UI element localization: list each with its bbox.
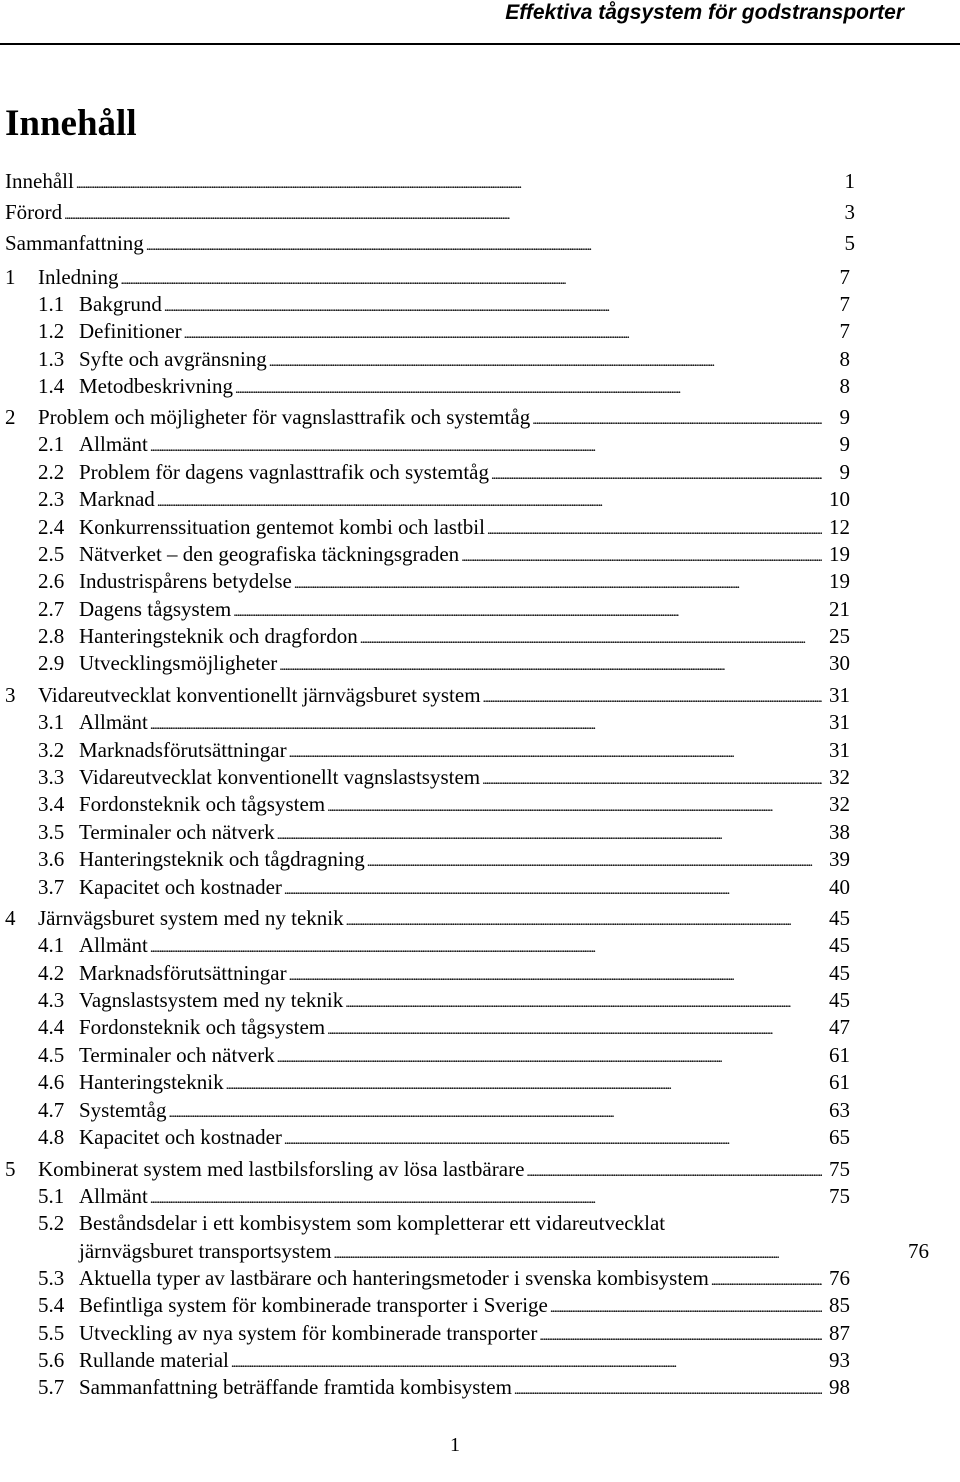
toc-dot-leader (526, 1156, 822, 1186)
toc-entry-page: 45 (829, 933, 850, 957)
header-rule (0, 43, 960, 45)
toc-entry[interactable] (0, 932, 850, 959)
toc-entry-title: Allmänt (79, 432, 148, 456)
toc-entry[interactable] (0, 1238, 929, 1265)
toc-entry-number: 5.5 (38, 1321, 65, 1345)
toc-entry-page: 87 (829, 1321, 850, 1345)
toc-entry-number: 2.6 (38, 569, 65, 593)
toc-entry-title: Aktuella typer av lastbärare och hanteringsmetoder i svenska kombisystem (79, 1266, 709, 1290)
toc-entry-page: 61 (829, 1070, 850, 1094)
toc-entry-number: 2 (5, 405, 16, 429)
toc-entry-number: 5 (5, 1157, 16, 1181)
toc-dot-leader (235, 373, 822, 403)
toc-entry-title: Bakgrund (79, 292, 162, 316)
toc-entry-page: 45 (829, 988, 850, 1012)
toc-entry-page: 19 (829, 569, 850, 593)
toc-entry-page: 38 (829, 820, 850, 844)
toc-dot-leader (289, 960, 822, 990)
toc-entry-title: Marknad (79, 487, 155, 511)
toc-dot-leader (277, 1042, 822, 1072)
toc-entry-title: Beståndsdelar i ett kombisystem som kompletterar ett vidareutvecklat (79, 1211, 666, 1235)
toc-entry-title: Hanteringsteknik och dragfordon (79, 624, 358, 648)
toc-entry-page: 39 (829, 847, 850, 871)
toc-entry[interactable] (0, 1097, 850, 1124)
toc-entry-number: 4.2 (38, 961, 65, 985)
toc-entry[interactable] (0, 168, 855, 195)
toc-entry[interactable] (0, 874, 850, 901)
toc-entry[interactable] (0, 199, 855, 226)
toc-entry-number: 1.2 (38, 319, 65, 343)
toc-entry[interactable] (0, 404, 850, 431)
toc-dot-leader (150, 709, 822, 739)
toc-dot-leader (226, 1069, 822, 1099)
toc-entry-title: Terminaler och nätverk (79, 820, 275, 844)
toc-entry-title: Kapacitet och kostnader (79, 1125, 282, 1149)
toc-dot-leader (483, 682, 822, 712)
toc-entry[interactable] (0, 905, 850, 932)
toc-entry-page: 1 (844, 169, 855, 193)
toc-dot-leader (150, 932, 822, 962)
toc-dot-leader (711, 1265, 822, 1295)
toc-entry[interactable] (0, 1265, 850, 1292)
toc-entry-number: 5.2 (38, 1211, 65, 1235)
toc-dot-leader (231, 1347, 822, 1377)
toc-entry-page: 76 (829, 1266, 850, 1290)
toc-entry-title: Problem och möjligheter för vagnslasttrafik och systemtåg (38, 405, 531, 429)
toc-entry[interactable] (0, 318, 850, 345)
toc-dot-leader (64, 199, 827, 229)
toc-entry-title: Kombinerat system med lastbilsforsling av lösa lastbärare (38, 1157, 525, 1181)
toc-dot-leader (164, 291, 822, 321)
toc-entry-title: Konkurrenssituation gentemot kombi och lastbil (79, 515, 485, 539)
toc-entry-page: 7 (839, 292, 850, 316)
toc-entry-number: 4.4 (38, 1015, 65, 1039)
toc-entry-title: Marknadsförutsättningar (79, 738, 287, 762)
toc-entry-title: Järnvägsburet system med ny teknik (38, 906, 344, 930)
toc-entry-number: 4.7 (38, 1098, 65, 1122)
toc-entry-title: Inledning (38, 265, 119, 289)
toc-entry-title: Hanteringsteknik och tågdragning (79, 847, 365, 871)
toc-entry-number: 4.6 (38, 1070, 65, 1094)
running-header: Effektiva tågsystem för godstransporter (505, 1, 904, 24)
toc-entry-title: Allmänt (79, 933, 148, 957)
toc-dot-leader (367, 846, 822, 876)
toc-entry-number: 2.3 (38, 487, 65, 511)
toc-entry-title: Dagens tågsystem (79, 597, 232, 621)
toc-entry[interactable] (0, 1014, 850, 1041)
toc-entry[interactable] (0, 1124, 850, 1151)
toc-entry-title: järnvägsburet transportsystem (79, 1239, 332, 1263)
toc-entry-title: Befintliga system för kombinerade transporter i Sverige (79, 1293, 548, 1317)
toc-entry-number: 5.7 (38, 1375, 65, 1399)
toc-dot-leader (327, 791, 822, 821)
toc-entry[interactable] (0, 1292, 850, 1319)
toc-entry[interactable] (0, 514, 850, 541)
toc-entry-number: 2.7 (38, 597, 65, 621)
toc-entry-number: 2.2 (38, 460, 65, 484)
toc-entry-page: 9 (839, 405, 850, 429)
toc-entry[interactable] (0, 1042, 850, 1069)
toc-dot-leader (233, 596, 822, 626)
toc-dot-leader (169, 1097, 823, 1127)
toc-entry[interactable] (0, 541, 850, 568)
toc-dot-leader (289, 737, 822, 767)
toc-entry-title: Förord (5, 200, 63, 224)
toc-entry-title: Sammanfattning beträffande framtida kombisystem (79, 1375, 512, 1399)
toc-entry-number: 3.2 (38, 738, 65, 762)
toc-entry[interactable] (0, 819, 850, 846)
toc-entry[interactable] (0, 846, 850, 873)
toc-dot-leader (277, 819, 822, 849)
toc-entry-number: 5.4 (38, 1293, 65, 1317)
toc-entry[interactable] (0, 1320, 850, 1347)
toc-entry-title: Industrispårens betydelse (79, 569, 292, 593)
toc-entry-page: 3 (844, 200, 855, 224)
toc-dot-leader (150, 1183, 822, 1213)
toc-entry-page: 45 (829, 961, 850, 985)
toc-entry[interactable] (0, 650, 850, 677)
toc-entry-title: Fordonsteknik och tågsystem (79, 792, 326, 816)
toc-entry-number: 5.1 (38, 1184, 65, 1208)
toc-entry-title: Kapacitet och kostnader (79, 875, 282, 899)
toc-entry-title: Innehåll (5, 169, 74, 193)
toc-entry-page: 40 (829, 875, 850, 899)
toc-entry-page: 93 (829, 1348, 850, 1372)
toc-entry-number: 2.1 (38, 432, 65, 456)
toc-dot-leader (461, 541, 822, 571)
toc-entry-title: Syfte och avgränsning (79, 347, 267, 371)
toc-entry-page: 98 (829, 1375, 850, 1399)
toc-entry-page: 31 (829, 683, 850, 707)
toc-entry-number: 4.3 (38, 988, 65, 1012)
toc-entry-number: 2.8 (38, 624, 65, 648)
toc-entry-title: Terminaler och nätverk (79, 1043, 275, 1067)
toc-entry[interactable] (0, 1069, 850, 1096)
toc-entry[interactable] (0, 373, 850, 400)
toc-entry-page: 85 (829, 1293, 850, 1317)
toc-entry-number: 2.4 (38, 515, 65, 539)
toc-entry-page: 8 (839, 347, 850, 371)
toc-entry-page: 25 (829, 624, 850, 648)
toc-entry-page: 12 (829, 515, 850, 539)
toc-entry-number: 3.5 (38, 820, 65, 844)
toc-dot-leader (345, 987, 822, 1017)
toc-entry-page: 19 (829, 542, 850, 566)
toc-entry-title: Allmänt (79, 1184, 148, 1208)
toc-entry[interactable] (0, 459, 850, 486)
toc-dot-leader (284, 874, 822, 904)
toc-entry-number: 3.1 (38, 710, 65, 734)
toc-entry-title: Hanteringsteknik (79, 1070, 224, 1094)
toc-entry[interactable] (0, 230, 855, 257)
toc-entry-title: Marknadsförutsättningar (79, 961, 287, 985)
toc-dot-leader (539, 1320, 822, 1350)
toc-entry-title: Vidareutvecklat konventionellt vagnslastsystem (79, 765, 481, 789)
toc-entry-page: 30 (829, 651, 850, 675)
toc-entry[interactable] (0, 737, 850, 764)
toc-entry-title: Fordonsteknik och tågsystem (79, 1015, 326, 1039)
toc-entry-page: 32 (829, 792, 850, 816)
toc-entry-page: 76 (908, 1239, 929, 1263)
toc-entry[interactable] (0, 791, 850, 818)
toc-entry-page: 65 (829, 1125, 850, 1149)
toc-entry-page: 31 (829, 710, 850, 734)
toc-entry-number: 3 (5, 683, 16, 707)
toc-entry-number: 4.8 (38, 1125, 65, 1149)
toc-entry[interactable] (0, 682, 850, 709)
toc-dot-leader (279, 650, 822, 680)
toc-dot-leader (491, 459, 822, 489)
toc-entry-title: Allmänt (79, 710, 148, 734)
toc-entry[interactable] (0, 1347, 850, 1374)
toc-dot-leader (76, 168, 827, 198)
toc-dot-leader (514, 1374, 822, 1404)
toc-dot-leader (360, 623, 822, 653)
toc-entry[interactable] (0, 486, 850, 513)
toc-entry-number: 1 (5, 265, 16, 289)
toc-entry[interactable] (0, 431, 850, 458)
toc-entry[interactable] (0, 1374, 850, 1401)
toc-entry-number: 4 (5, 906, 16, 930)
toc-entry[interactable] (0, 568, 850, 595)
toc-entry-number: 2.9 (38, 651, 65, 675)
toc-dot-leader (294, 568, 822, 598)
toc-dot-leader (120, 264, 822, 294)
toc-entry-title: Problem för dagens vagnlasttrafik och systemtåg (79, 460, 489, 484)
toc-entry-page: 9 (839, 432, 850, 456)
toc-entry-title: Nätverket – den geografiska täckningsgraden (79, 542, 460, 566)
toc-entry-page: 21 (829, 597, 850, 621)
toc-entry[interactable] (0, 264, 850, 291)
toc-entry[interactable] (0, 291, 850, 318)
toc-entry-title: Definitioner (79, 319, 182, 343)
toc-entry[interactable] (0, 1210, 850, 1237)
toc-dot-leader (184, 318, 822, 348)
toc-entry-page: 61 (829, 1043, 850, 1067)
toc-entry-number: 5.3 (38, 1266, 65, 1290)
toc-entry-page: 7 (839, 265, 850, 289)
toc-entry[interactable] (0, 346, 850, 373)
toc-entry-page: 10 (829, 487, 850, 511)
toc-entry-title: Systemtåg (79, 1098, 167, 1122)
toc-entry-title: Vidareutvecklat konventionellt järnvägsburet system (38, 683, 481, 707)
toc-entry-page: 7 (839, 319, 850, 343)
toc-entry-number: 3.3 (38, 765, 65, 789)
toc-entry-number: 5.6 (38, 1348, 65, 1372)
toc-entry-page: 8 (839, 374, 850, 398)
toc-dot-leader (482, 764, 822, 794)
toc-entry-number: 3.4 (38, 792, 65, 816)
toc-entry-number: 1.3 (38, 347, 65, 371)
toc-entry-number: 2.5 (38, 542, 65, 566)
toc-dot-leader (550, 1292, 822, 1322)
toc-dot-leader (150, 431, 822, 461)
toc-entry[interactable] (0, 764, 850, 791)
page-title: Innehåll (5, 103, 137, 144)
toc-entry-page: 45 (829, 906, 850, 930)
toc-dot-leader (146, 230, 827, 260)
toc-entry[interactable] (0, 987, 850, 1014)
toc-entry-title: Utvecklingsmöjligheter (79, 651, 278, 675)
toc-entry-title: Rullande material (79, 1348, 229, 1372)
toc-entry-number: 4.5 (38, 1043, 65, 1067)
toc-dot-leader (346, 905, 822, 935)
toc-entry-page: 75 (829, 1157, 850, 1181)
toc-entry-page: 32 (829, 765, 850, 789)
toc-entry-title: Utveckling av nya system för kombinerade transporter (79, 1321, 538, 1345)
toc-dot-leader (269, 346, 822, 376)
toc-entry-number: 1.1 (38, 292, 65, 316)
toc-entry-number: 3.6 (38, 847, 65, 871)
page-number: 1 (450, 1434, 460, 1456)
toc-entry-title: Sammanfattning (5, 231, 144, 255)
toc-dot-leader (157, 486, 822, 516)
toc-entry-page: 5 (844, 231, 855, 255)
toc-entry-page: 47 (829, 1015, 850, 1039)
toc-entry-number: 4.1 (38, 933, 65, 957)
toc-dot-leader (532, 404, 822, 434)
toc-entry[interactable] (0, 623, 850, 650)
toc-dot-leader (327, 1014, 822, 1044)
toc-entry-page: 63 (829, 1098, 850, 1122)
toc-entry[interactable] (0, 960, 850, 987)
toc-entry[interactable] (0, 596, 850, 623)
toc-entry-page: 75 (829, 1184, 850, 1208)
toc-entry[interactable] (0, 709, 850, 736)
toc-entry-number: 3.7 (38, 875, 65, 899)
toc-entry[interactable] (0, 1183, 850, 1210)
toc-entry-page: 31 (829, 738, 850, 762)
toc-dot-leader (487, 514, 822, 544)
toc-dot-leader (334, 1238, 901, 1268)
toc-entry-title: Vagnslastsystem med ny teknik (79, 988, 344, 1012)
toc-entry-title: Metodbeskrivning (79, 374, 233, 398)
toc-entry[interactable] (0, 1156, 850, 1183)
toc-dot-leader (284, 1124, 822, 1154)
toc-entry-number: 1.4 (38, 374, 65, 398)
toc-entry-page: 9 (839, 460, 850, 484)
